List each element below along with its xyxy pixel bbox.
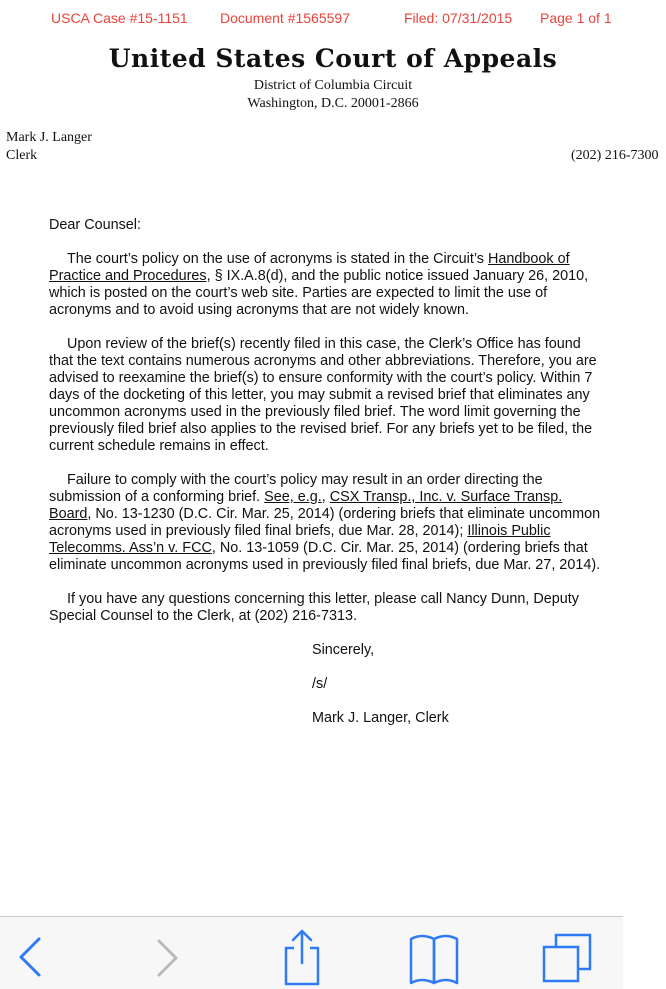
p2-line: current schedule remains in effect. — [49, 438, 269, 454]
illinois-case-link-part1[interactable]: Illinois Public — [467, 523, 551, 539]
tabs-icon — [540, 929, 592, 981]
p4-line: If you have any questions concerning this letter, please call Nancy Dunn, Deputy — [67, 591, 579, 607]
paragraph-failure — [49, 472, 615, 574]
pdf-running-header — [0, 10, 623, 30]
case-number: USCA Case #15-1151 — [51, 10, 188, 26]
clerk-name: Mark J. Langer — [6, 130, 92, 145]
bookmarks-button[interactable] — [408, 929, 460, 981]
p1-line: acronyms and to avoid using acronyms that are not widely known. — [49, 302, 469, 318]
p2-line: days of the docketing of this letter, you may submit a revised brief that eliminates any — [49, 387, 590, 403]
filed-date: Filed: 07/31/2015 — [404, 10, 513, 26]
paragraph-contact — [49, 591, 615, 625]
see-eg-citation[interactable]: See, e.g. — [264, 489, 322, 505]
p1-line: which is posted on the court’s web site. Parties are expected to limit the use of — [49, 285, 548, 301]
p3-text: , No. 13-1059 (D.C. Cir. Mar. 25, 2014) (ordering briefs that — [211, 540, 588, 556]
signer-name: Mark J. Langer, Clerk — [312, 710, 449, 726]
handbook-link-part1[interactable]: Handbook of — [488, 251, 570, 267]
p2-line: that the text contains numerous acronyms and other abbreviations. Therefore, you are — [49, 353, 597, 369]
p3-line: eliminate uncommon acronyms used in previously filed final briefs, due Mar. 27, 2014). — [49, 557, 601, 573]
share-icon — [276, 929, 328, 981]
forward-button[interactable] — [144, 929, 196, 981]
book-icon — [408, 929, 460, 981]
p3-text: submission of a conforming brief. — [49, 489, 265, 505]
tabs-button[interactable] — [540, 929, 592, 981]
browser-toolbar — [0, 916, 623, 989]
p1-text: , § IX.A.8(d), and the public notice issued January 26, 2010, — [206, 268, 589, 284]
chevron-left-icon — [4, 929, 56, 981]
illinois-case-link-part2[interactable]: Telecomms. Ass’n v. FCC — [49, 540, 212, 556]
chevron-right-icon — [144, 929, 196, 981]
court-name: United States Court of Appeals — [108, 44, 558, 73]
clerk-phone: (202) 216-7300 — [571, 148, 659, 163]
share-button[interactable] — [276, 929, 328, 981]
salutation: Dear Counsel: — [49, 217, 141, 233]
p2-line: Upon review of the brief(s) recently filed in this case, the Clerk’s Office has found — [67, 336, 581, 352]
document-number: Document #1565597 — [220, 10, 350, 26]
p2-line: advised to reexamine the brief(s) to ensure conformity with the court’s policy. Within 7 — [49, 370, 593, 386]
csx-case-link-part2[interactable]: Board — [49, 506, 88, 522]
court-district: District of Columbia Circuit — [253, 78, 413, 93]
back-button[interactable] — [4, 929, 56, 981]
page-indicator: Page 1 of 1 — [540, 10, 612, 26]
paragraph-review — [49, 336, 615, 455]
p1-text: The court’s policy on the use of acronyms is stated in the Circuit’s — [67, 251, 488, 267]
court-address: Washington, D.C. 20001-2866 — [247, 96, 419, 111]
handbook-link-part2[interactable]: Practice and Procedures — [49, 268, 207, 284]
paragraph-acronym-policy — [49, 251, 615, 319]
clerk-title: Clerk — [6, 148, 38, 163]
signature: /s/ — [312, 676, 328, 692]
p3-text: , No. 13-1230 (D.C. Cir. Mar. 25, 2014) (ordering briefs that eliminate uncommon — [87, 506, 601, 522]
p4-line: Special Counsel to the Clerk, at (202) 216-7313. — [49, 608, 357, 624]
closing: Sincerely, — [312, 642, 375, 658]
p2-line: previously filed brief also applies to the revised brief. For any briefs yet to be filed, the — [49, 421, 593, 437]
p2-line: uncommon acronyms used in the previously filed brief. The word limit governing the — [49, 404, 581, 420]
p3-text: acronyms used in previously filed final briefs, due Mar. 28, 2014); — [49, 523, 468, 539]
p3-text: , — [321, 489, 330, 505]
csx-case-link-part1[interactable]: CSX Transp., Inc. v. Surface Transp. — [329, 489, 563, 505]
p3-line: Failure to comply with the court’s policy may result in an order directing the — [67, 472, 543, 488]
